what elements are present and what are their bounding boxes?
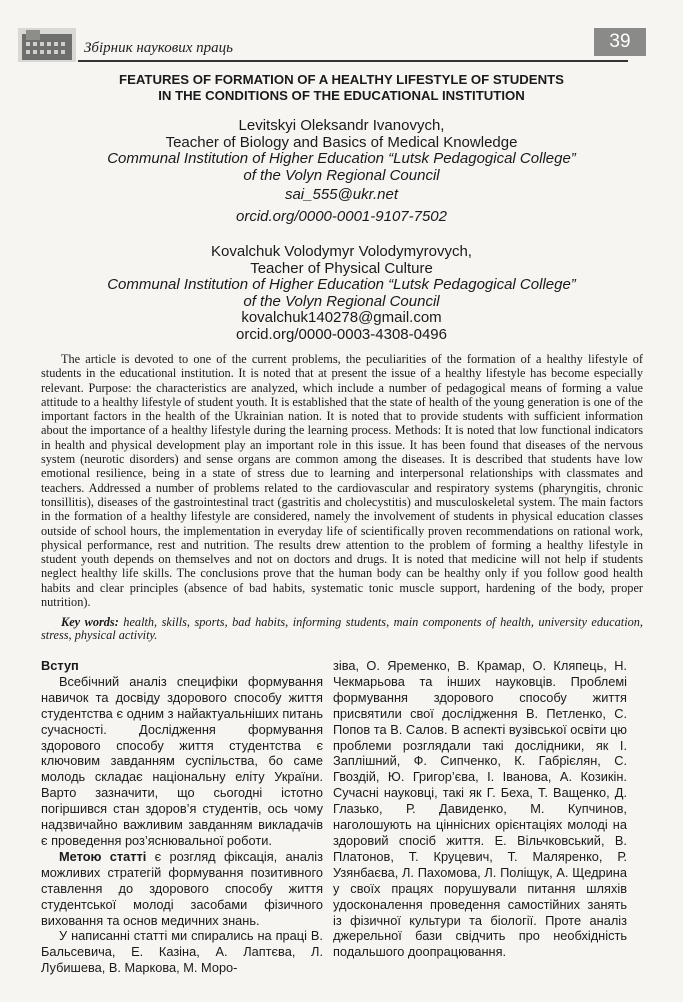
abstract: The article is devoted to one of the current problems, the peculiarities of the formation of a healthy lifestyle of students in the educational institution. It is noted that at present the issue of a healthy lifestyle has become especially relevant. Purpose: the characteristics are analyzed, which include a number of pedagogical means of forming a value attitude to a healthy lifestyle of student youth. It is established that the state of health of the young generation is one of the important factors in the health of the Ukrainian nation. It is noted that to provide students with sufficient information about the importance of a healthy lifestyle during the learning process. Methods: It is noted that low functional indicators in health and physical development play an important role in this issue. It has been found that diseases of the nervous system (neurotic disorders) and sense organs are common among the diseases. It is described that students have low emotional resilience, being in a state of stress due to learning and interpersonal relationships with classmates and teachers. Addressed a number of problems related to the cardiovascular and respiratory systems (pharyngitis, chronic tonsillitis), diseases of the gastrointestinal tract (gastritis and cholecystitis) and musculoskeletal system. The main factors in the formation of a healthy lifestyle are considered, namely the involvement of students in physical education classes outside of school hours, the implementation in everyday life of scientifically proven recommendations on rational work, physical performance, rest and nutrition. The results drew attention to the problem of forming a healthy lifestyle in student youth depends on themselves and not on doctors and drugs. It is noted that medicine will not help if students neglect healthy life skills. The conclusions prove that the human body can be healthy only if you follow good health habits and clear principles (absence of bad habits, systematic tonic muscle support, hardening of the body, proper nutrition). (41, 352, 643, 610)
author-2-institution-line-1: Communal Institution of Higher Education “Lutsk Pedagogical College” (107, 276, 576, 293)
college-building-logo (18, 28, 76, 62)
body-column-right (333, 658, 627, 960)
author-2-email[interactable]: kovalchuk140278@gmail.com (241, 309, 442, 326)
author-1-name: Levitskyi Oleksandr Ivanovych, (238, 117, 445, 134)
author-2-institution-line-2: of the Volyn Regional Council (243, 292, 440, 310)
body-paragraph-2 (41, 849, 323, 929)
author-1-block (40, 118, 643, 228)
keywords (41, 616, 643, 642)
page-number: 39 (594, 28, 646, 56)
author-2-block (40, 244, 643, 343)
page-header (18, 28, 631, 62)
author-2-position: Teacher of Physical Culture (250, 259, 433, 277)
keywords-text: health, skills, sports, bad habits, informing students, main components of health, university education, stress, physical activity. (41, 615, 643, 642)
article-title (40, 72, 643, 104)
author-2-name: Kovalchuk Volodymyr Volodymyrovych, (211, 243, 472, 260)
author-1-institution-line-1: Communal Institution of Higher Education “Lutsk Pedagogical College” (107, 150, 576, 167)
header-rule (78, 60, 628, 62)
author-1-orcid[interactable]: orcid.org/0000-0001-9107-7502 (236, 208, 447, 225)
title-line-2: IN THE CONDITIONS OF THE EDUCATIONAL INSTITUTION (158, 88, 525, 103)
purpose-label: Метою статті (59, 848, 147, 864)
title-line-1: FEATURES OF FORMATION OF A HEALTHY LIFESTYLE OF STUDENTS (119, 72, 564, 87)
author-1-institution-line-2: of the Volyn Regional Council (243, 166, 440, 184)
body-column-left (41, 658, 323, 976)
purpose-text: є розгляд фіксація, аналіз можливих стратегій формування позитивного ставлення до здорового способу життя студентської молоді засобами фізичного виховання та основ медичних знань. (41, 848, 323, 928)
keywords-label: Key words: (61, 615, 119, 629)
journal-title: Збірник наукових праць (84, 40, 233, 56)
body-paragraph-1: Всебічний аналіз специфіки формування навичок та досвіду здорового способу життя студентства є одним з найактуальніших питань сучасності. Дослідження формування здорового способу життя студентства є ключовим завданням суспільства, бо саме молодь складає національну еліту України. Варто зазначити, що сьогодні істотно погіршився стан здоров’я студентів, ось чому надзвичайно важливим завданням викладачів є проведення роз’яснювальної роботи. (41, 673, 323, 848)
author-1-position: Teacher of Biology and Basics of Medical Knowledge (165, 133, 518, 151)
section-heading: Вступ (41, 658, 79, 673)
body-paragraph-3-start: У написанні статті ми спирались на праці В. Бальсевича, Е. Казіна, А. Лаптєва, Л. Лубишева, В. Маркова, М. Моро- (41, 928, 323, 976)
author-2-orcid[interactable]: orcid.org/0000-0003-4308-0496 (236, 325, 447, 343)
author-1-email[interactable]: sai_555@ukr.net (284, 186, 399, 203)
body-paragraph-3-continued: зіва, О. Яременко, В. Крамар, О. Кляпець, Н. Чекмарьова та інших науковців. Проблемі формування здорового способу життя присвятили свої дослідження В. Петленко, С. Попов та В. Салов. В аспекті вузівської освіти цю проблеми розглядали такі дослідники, як І. Заплішний, Ф. Сипченко, К. Габрієлян, С. Гвоздій, Ю. Григор’єва, І. Іванова, А. Козикін. Сучасні науковці, такі як Г. Беха, Т. Ващенко, Д. Глазько, Р. Давиденко, М. Купчинов, наголошують на ціннісних орієнтаціях молоді на здоровий спосіб життя. Е. Вільчковський, В. Платонов, Т. Круцевич, Т. Маляренко, Р. Узянбаєва, Л. Пахомова, Л. Поліщук, А. Щедрина у своїх працях порушували питання шляхів удосконалення проведення самостійних занять із фізичної культури та біології. Проте аналіз джерельної бази свідчить про необхідність подальшого доопрацювання. (333, 658, 627, 960)
